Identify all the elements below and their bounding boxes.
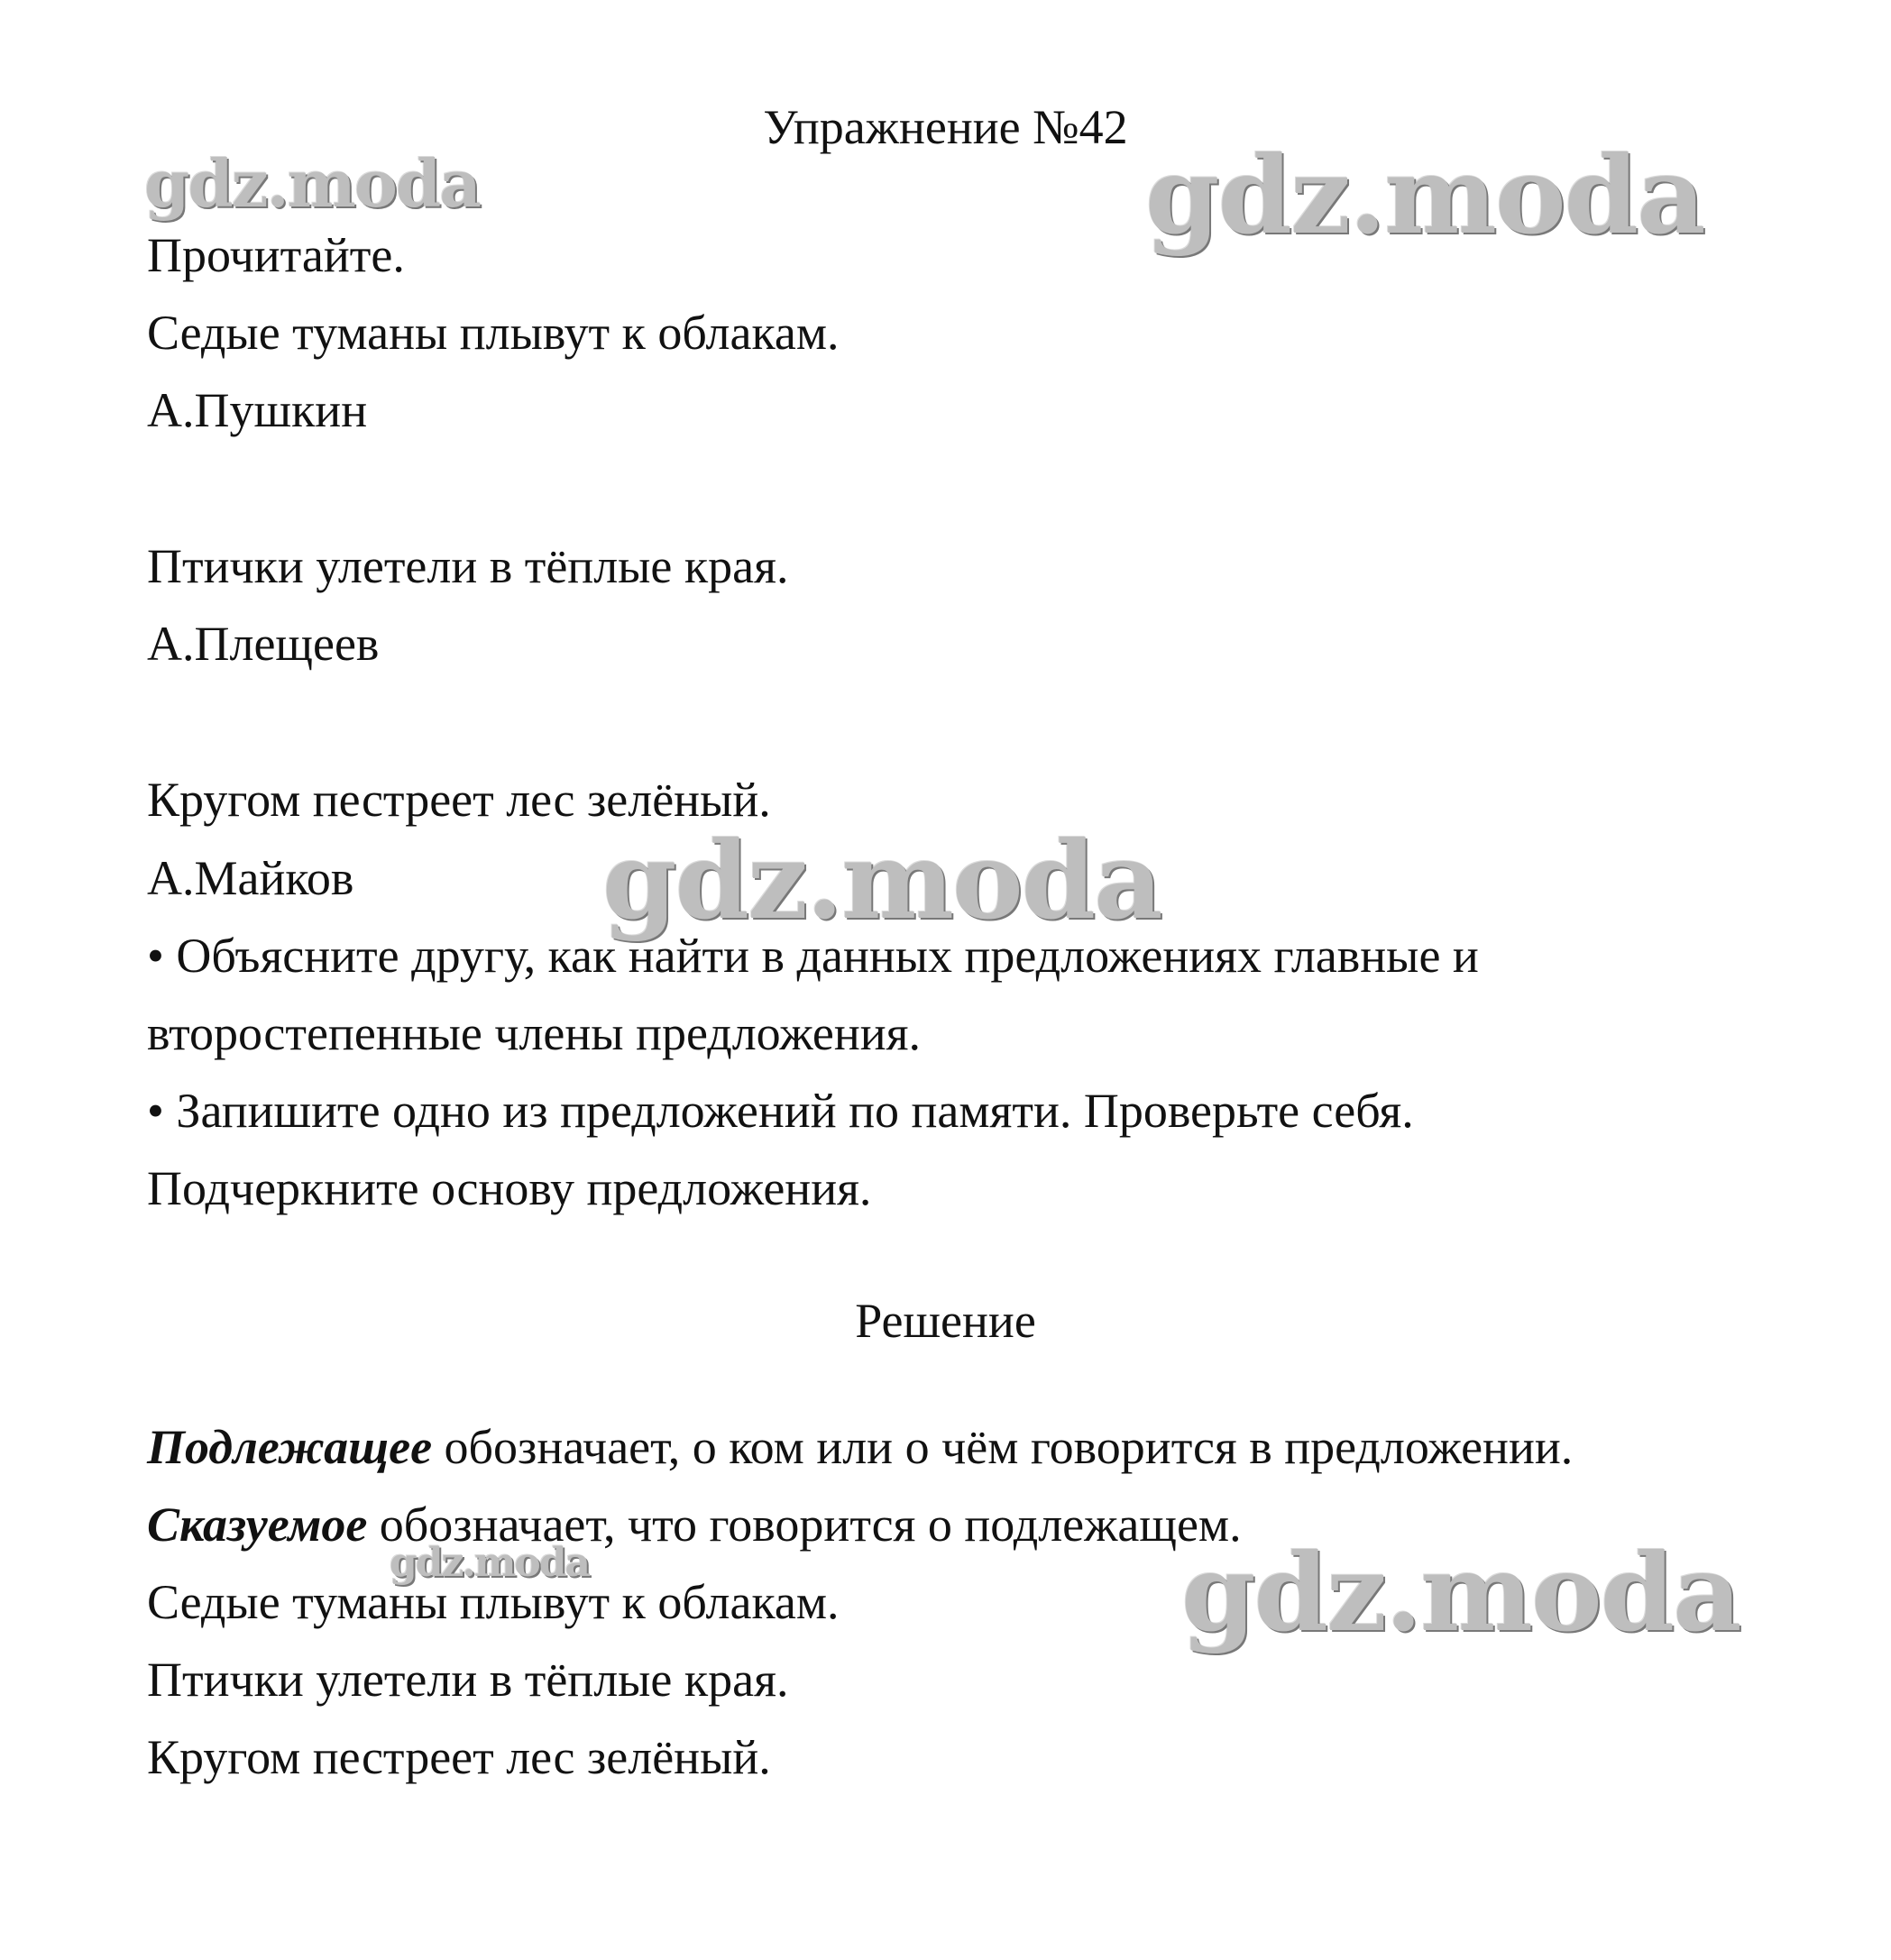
instruction-1-line-2: второстепенные члены предложения. bbox=[147, 1006, 922, 1060]
answer-sentence-3: Кругом пестреет лес зелёный. bbox=[147, 1730, 771, 1784]
watermark-logo: gdz.moda bbox=[1181, 1530, 1740, 1655]
subject-definition bbox=[147, 1415, 1573, 1479]
solution-heading: Решение bbox=[855, 1294, 1036, 1348]
subject-term: Подлежащее bbox=[147, 1420, 433, 1474]
quote-sentence-2: Птички улетели в тёплые края. bbox=[147, 539, 789, 593]
watermark-logo: gdz.moda bbox=[144, 145, 480, 222]
quote-author-3: А.Майков bbox=[147, 851, 354, 905]
exercise-title: Упражнение №42 bbox=[763, 100, 1128, 154]
instruction-2-line-2: Подчеркните основу предложения. bbox=[147, 1161, 872, 1215]
subject-definition-text: обозначает, о ком или о чём говорится в предложении. bbox=[432, 1420, 1574, 1474]
instruction-2-line-1: • Запишите одно из предложений по памяти. Проверьте себя. bbox=[147, 1084, 1414, 1138]
answer-sentence-1: Седые туманы плывут к облакам. bbox=[147, 1575, 840, 1629]
quote-author-2: А.Плещеев bbox=[147, 617, 380, 671]
predicate-definition-text: обозначает, что говорится о подлежащем. bbox=[367, 1497, 1242, 1552]
predicate-term: Сказуемое bbox=[147, 1497, 368, 1552]
quote-sentence-3: Кругом пестреет лес зелёный. bbox=[147, 773, 771, 827]
watermark-logo: gdz.moda bbox=[390, 1540, 590, 1586]
watermark-logo: gdz.moda bbox=[602, 818, 1161, 943]
quote-sentence-1: Седые туманы плывут к облакам. bbox=[147, 306, 840, 360]
task-intro: Прочитайте. bbox=[147, 228, 405, 282]
watermark-logo: gdz.moda bbox=[1145, 133, 1704, 258]
predicate-definition bbox=[147, 1493, 1242, 1556]
instruction-1-line-1: • Объясните другу, как найти в данных предложениях главные и bbox=[147, 929, 1479, 983]
answer-sentence-2: Птички улетели в тёплые края. bbox=[147, 1653, 789, 1707]
quote-author-1: А.Пушкин bbox=[147, 383, 368, 437]
